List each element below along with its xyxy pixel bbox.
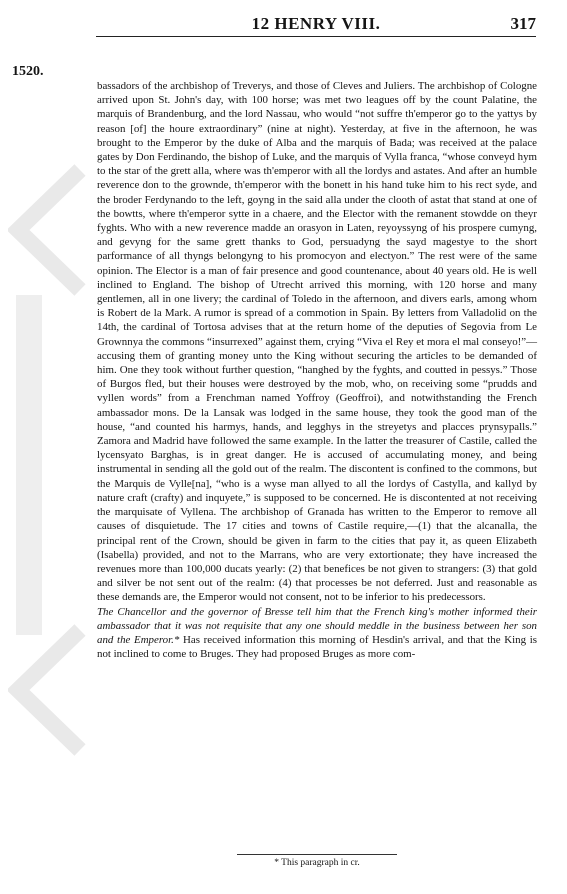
page-number: 317 [510, 14, 536, 33]
running-head [96, 14, 536, 37]
footnote-rule [237, 854, 397, 855]
paragraph-2 [97, 605, 537, 662]
paragraph-1: bassadors of the archbishop of Treverys, and those of Cleves and Juliers. The archbishop of Cologne arrived upon St. John's day, with 100 horse; was met two leagues off by the count Palatine, the marquis of Brandenburg, and the lord Nassau, who would “not suffre th'emperor go to the yattys by reason [of] the houre extraordinary” (nine at night). Yesterday, at five in the afternoon, he was brought to the Emperor by the duke of Alba and the marquis of Bada; was received at the palace gates by Don Ferdinando, the bishop of Luke, and the marquis of Vylla franca, “whose conveyd hym to the star of the grett alla, where was th'emperor with all the lordys and astates. And after an humble reverence don to the grownde, th'emperor with the bonett in his hand tuke him to his rect syde, and the broder Ferdynando to the left, goyng in the said alla under the clooth of astat that stand at one of the bowtts, where th'emperor sytte in a chaere, and the Elector with the remanent stowdde on theyr fyghts. Who with a new reverence madde an orasyon in Laten, reyoyssyng of his prospere cumyng, and gevyng for the same grett thanks to God, persuadyng the sayd magestye to the short parformance of all thyngs belongyng to his promocyon and electyon.” The rest were of the same opinion. The Elector is a man of fair presence and good countenance, about 40 years old. He is well inclined to England. The bishop of Utrecht arrived this morning, with 120 horse and many gentlemen, all in one livery; the cardinal of Toledo in the afternoon, and divers earls, among whom is Robert de la Mark. A rumor is spread of a commotion in Spain. By letters from Valladolid on the 14th, the cardinal of Tortosa advises that at the return home of the deputies of Segovia from Le Grownnya the commons “insurrexed” against them, crying “Viva el Rey et mora el mal conseyo!”—accusing them of granting money unto the King without securing the articles to be demanded of him. One they took without further question, “hanghed by the fyghts, and coutted in pessys.” Those of Burgos fled, but their houses were destroyed by the mob, who, on receiving some “prudds and vyllen words” from a Frenchman named Yoffroy (Geoffroi), and notwithstanding the French ambassador mons. De la Lansak was lodged in the same house, they took the good man of the house, “and counted his harmys, hands, and legghys in the streyetys and placces prynsypalls.” Zamora and Madrid have followed the same example. In the latter the treasurer of Castile, called the lycensyato Barghas, is in great danger. He is accused of accumulating money, and being instrumental in sending all the gold out of the realm. The discontent is confined to the commons, but the Marquis de Vylle[na], “who is a wyse man allyed to all the lordys of Castylla, and kallyd by nature craft (crafty) and inquyete,” is supposed to be concerned. He is discontented at not receiving the marquisate of Vyllena. The archbishop of Granada has written to the Emperor to remove all causes of disquietude. The 17 cities and towns of Castile require,—(1) that the alcanalla, the principal rent of the Crown, should be given in farm to the cities that pay it, as queen Elizabeth (Isabella) provided, and not to the Marrans, who are very extortionate; they have increased the revenues more than 100,000 ducats yearly: (2) that benefices be not given to strangers: (3) that gold and silver be not sent out of the realm: (4) that processes be not deferred. Just and reasonable as these demands are, the Emperor would not consent, not to be inferior to his predecessors. [97, 80, 537, 604]
italic-passage: The Chancellor and the governor of Bresse tell him that the French king's mother informed their ambassador that it was not requisite that any one should meddle in the business between her son and the Emperor.* [97, 605, 537, 646]
running-title: 12 HENRY VIII. [251, 14, 381, 33]
watermark-stamp [8, 0, 98, 894]
margin-year: 1520. [12, 64, 44, 79]
footnote: * This paragraph in cr. [274, 858, 360, 868]
body-text [97, 79, 537, 661]
paragraph-2-text: Has received information this morning of Hesdin's arrival, and that the King is not inclined to come to Bruges. They had proposed Bruges as more com- [97, 633, 537, 661]
